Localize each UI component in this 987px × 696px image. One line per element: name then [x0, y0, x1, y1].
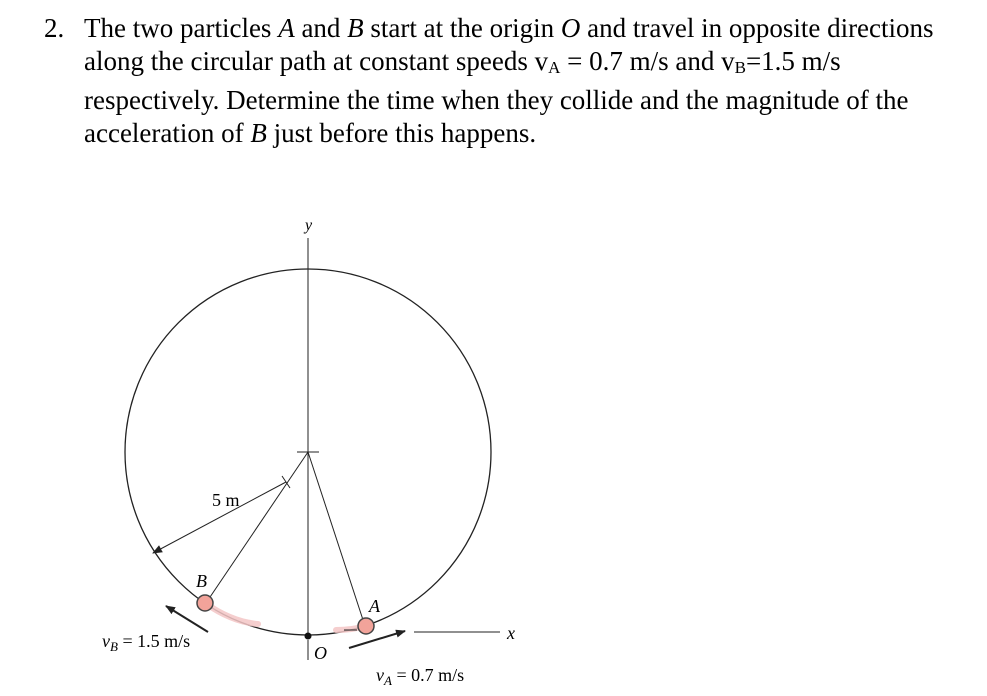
particle-b-label: B	[196, 571, 207, 591]
particle-b	[197, 595, 213, 611]
velocity-b-value: = 1.5 m/s	[117, 631, 191, 651]
radius-dimension-tick	[282, 476, 290, 488]
velocity-b-symbol: v	[102, 631, 110, 651]
x-axis-label: x	[507, 623, 515, 643]
velocity-a-arrow	[349, 631, 405, 648]
particle-a-label: A	[369, 596, 380, 616]
velocity-a-value: = 0.7 m/s	[391, 665, 465, 685]
origin-label: O	[314, 643, 327, 663]
problem-text-2: and	[294, 13, 348, 43]
origin-point	[305, 633, 312, 640]
particle-a-name: A	[278, 13, 295, 43]
problem-text-6: =1.5 m/s respectively. Determine the time when they collide and the magnitude of the acceleration of	[84, 46, 909, 148]
problem-text-1: The two particles	[84, 13, 279, 43]
problem-text-5: = 0.7 m/s and v	[560, 46, 735, 76]
radius-line-b	[206, 452, 308, 603]
problem-text-3: start at the origin	[363, 13, 561, 43]
velocity-a-symbol: v	[376, 665, 384, 685]
particle-b-name-2: B	[250, 118, 267, 148]
velocity-a-subscript: A	[384, 673, 392, 688]
speed-b-subscript: B	[734, 58, 746, 77]
particle-b-name: B	[347, 13, 364, 43]
origin-name: O	[560, 13, 581, 43]
velocity-b-label	[102, 631, 190, 654]
velocity-b-subscript: B	[110, 639, 118, 654]
radius-label: 5 m	[212, 490, 240, 510]
particle-a	[358, 618, 374, 634]
problem-number: 2.	[44, 13, 65, 43]
radius-line-a	[308, 452, 365, 626]
speed-a-subscript: A	[548, 58, 561, 77]
y-axis-label: y	[305, 217, 313, 234]
problem-text-7: just before this happens.	[266, 118, 537, 148]
problem-text-4: and travel in opposite directions along the circular path at constant speeds v	[84, 13, 934, 76]
velocity-a-label	[376, 665, 464, 688]
